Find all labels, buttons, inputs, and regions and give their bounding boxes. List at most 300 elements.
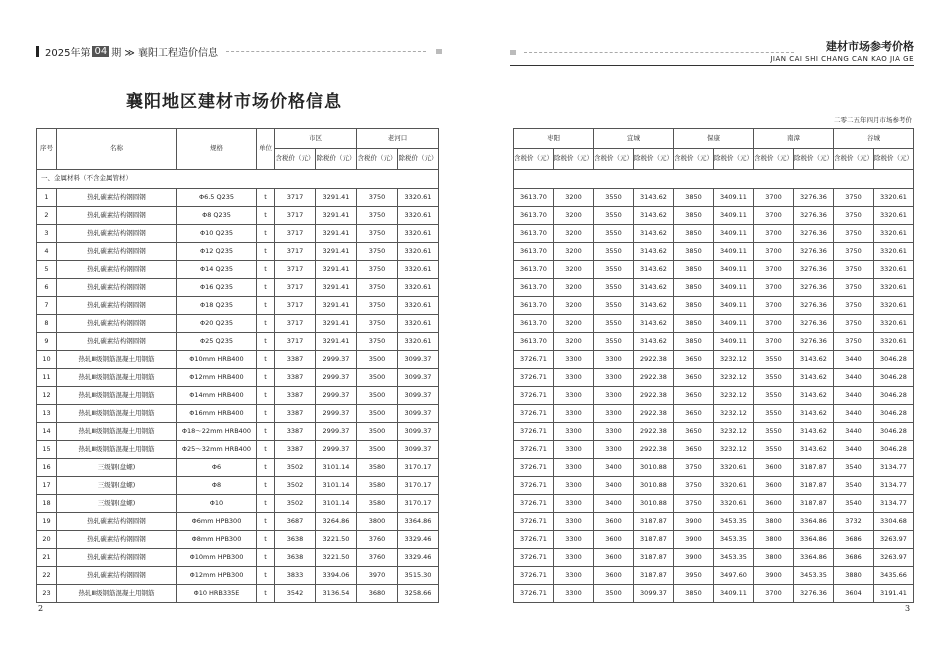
price-tax-inclusive: 3550	[594, 333, 634, 351]
header-section-pinyin: JIAN CAI SHI CHANG CAN KAO JIA GE	[770, 55, 914, 63]
tax-inc-header: 含税价（元）	[275, 149, 316, 170]
row-seq: 5	[37, 261, 57, 279]
price-tax-inclusive: 3600	[754, 477, 794, 495]
price-tax-inclusive: 3800	[754, 513, 794, 531]
page-title: 襄阳地区建材市场价格信息	[126, 92, 342, 112]
row-unit: t	[257, 549, 275, 567]
price-tax-inclusive: 3300	[594, 441, 634, 459]
price-tax-inclusive: 3750	[834, 243, 874, 261]
price-tax-exclusive: 3276.36	[794, 225, 834, 243]
price-tax-inclusive: 3400	[594, 477, 634, 495]
price-tax-inclusive: 3717	[275, 261, 316, 279]
price-tax-inclusive: 3550	[754, 405, 794, 423]
price-tax-inclusive: 3850	[674, 225, 714, 243]
table-row	[514, 333, 914, 351]
price-tax-inclusive: 3540	[834, 495, 874, 513]
price-tax-exclusive: 3232.12	[714, 369, 754, 387]
price-tax-inclusive: 3850	[674, 261, 714, 279]
row-spec: Φ10 Q235	[177, 225, 257, 243]
price-tax-exclusive: 3515.30	[398, 567, 439, 585]
price-tax-exclusive: 3258.66	[398, 585, 439, 603]
price-tax-exclusive: 3291.41	[316, 261, 357, 279]
price-tax-exclusive: 3046.28	[874, 441, 914, 459]
price-tax-inclusive: 3726.71	[514, 459, 554, 477]
price-tax-inclusive: 3717	[275, 333, 316, 351]
row-seq: 4	[37, 243, 57, 261]
table-row	[514, 405, 914, 423]
row-name: 热轧Ⅲ级钢筋混凝土用钢筋	[57, 351, 177, 369]
price-tax-inclusive: 3300	[594, 423, 634, 441]
price-tax-inclusive: 3900	[674, 531, 714, 549]
row-unit: t	[257, 297, 275, 315]
price-tax-exclusive: 3320.61	[398, 315, 439, 333]
row-spec: Φ6.5 Q235	[177, 189, 257, 207]
price-tax-exclusive: 3099.37	[398, 387, 439, 405]
row-spec: Φ8 Q235	[177, 207, 257, 225]
price-tax-exclusive: 3143.62	[634, 333, 674, 351]
price-tax-inclusive: 3850	[674, 243, 714, 261]
table-row	[514, 225, 914, 243]
row-spec: Φ25～32mm HRB400	[177, 441, 257, 459]
row-name: 热轧碳素结构钢圆钢	[57, 279, 177, 297]
price-tax-inclusive: 3726.71	[514, 567, 554, 585]
row-seq: 7	[37, 297, 57, 315]
table-row	[514, 441, 914, 459]
page-number-left: 2	[38, 604, 44, 613]
price-tax-inclusive: 3550	[754, 441, 794, 459]
price-tax-exclusive: 3300	[554, 567, 594, 585]
price-tax-inclusive: 3502	[275, 495, 316, 513]
price-tax-inclusive: 3500	[357, 369, 398, 387]
price-tax-inclusive: 3970	[357, 567, 398, 585]
price-tax-exclusive: 3409.11	[714, 333, 754, 351]
price-tax-exclusive: 3409.11	[714, 243, 754, 261]
price-tax-exclusive: 3453.35	[714, 513, 754, 531]
row-spec: Φ10 HRB335E	[177, 585, 257, 603]
price-tax-exclusive: 3320.61	[874, 243, 914, 261]
row-seq: 17	[37, 477, 57, 495]
row-name: 热轧碳素结构钢圆钢	[57, 189, 177, 207]
price-tax-inclusive: 3300	[594, 405, 634, 423]
price-tax-inclusive: 3613.70	[514, 243, 554, 261]
table-row	[514, 423, 914, 441]
tax-exc-header: 除税价（元）	[554, 149, 594, 170]
price-tax-exclusive: 2922.38	[634, 351, 674, 369]
row-name: 热轧Ⅲ级钢筋混凝土用钢筋	[57, 441, 177, 459]
table-row	[514, 477, 914, 495]
price-tax-inclusive: 3650	[674, 405, 714, 423]
price-tax-inclusive: 3726.71	[514, 405, 554, 423]
row-unit: t	[257, 387, 275, 405]
tax-inc-header: 含税价（元）	[594, 149, 634, 170]
table-row	[514, 387, 914, 405]
row-unit: t	[257, 279, 275, 297]
price-tax-inclusive: 3700	[754, 585, 794, 603]
price-tax-inclusive: 3750	[357, 243, 398, 261]
price-tax-inclusive: 3700	[754, 333, 794, 351]
price-tax-exclusive: 3187.87	[794, 495, 834, 513]
row-unit: t	[257, 513, 275, 531]
price-tax-inclusive: 3650	[674, 441, 714, 459]
page-number-right: 3	[905, 604, 911, 613]
price-tax-inclusive: 3300	[594, 387, 634, 405]
tax-exc-header: 除税价（元）	[316, 149, 357, 170]
price-tax-inclusive: 3750	[834, 315, 874, 333]
category-row-blank	[514, 170, 914, 189]
table-row	[514, 513, 914, 531]
price-tax-inclusive: 3600	[594, 567, 634, 585]
price-tax-exclusive: 3276.36	[794, 189, 834, 207]
price-tax-exclusive: 3170.17	[398, 495, 439, 513]
price-tax-exclusive: 3320.61	[398, 261, 439, 279]
table-row	[514, 297, 914, 315]
price-tax-exclusive: 3232.12	[714, 405, 754, 423]
price-tax-inclusive: 3726.71	[514, 549, 554, 567]
row-unit: t	[257, 189, 275, 207]
price-tax-inclusive: 3613.70	[514, 315, 554, 333]
table-row	[37, 225, 439, 243]
price-tax-exclusive: 3200	[554, 333, 594, 351]
col-name-header: 名称	[57, 129, 177, 170]
row-name: 热轧Ⅲ级钢筋混凝土用钢筋	[57, 423, 177, 441]
price-tax-inclusive: 3638	[275, 531, 316, 549]
tax-inc-header: 含税价（元）	[514, 149, 554, 170]
price-tax-inclusive: 3613.70	[514, 333, 554, 351]
price-tax-exclusive: 3300	[554, 441, 594, 459]
row-name: 热轧碳素结构钢圆钢	[57, 225, 177, 243]
price-tax-exclusive: 3187.87	[634, 531, 674, 549]
price-tax-exclusive: 3101.14	[316, 459, 357, 477]
price-tax-inclusive: 3750	[357, 279, 398, 297]
price-tax-exclusive: 3409.11	[714, 585, 754, 603]
price-tax-inclusive: 3750	[674, 477, 714, 495]
row-unit: t	[257, 585, 275, 603]
price-tax-inclusive: 3650	[674, 369, 714, 387]
row-name: 热轧Ⅲ级钢筋混凝土用钢筋	[57, 585, 177, 603]
col-seq-header: 序号	[37, 129, 57, 170]
table-row	[37, 405, 439, 423]
price-tax-inclusive: 3542	[275, 585, 316, 603]
price-tax-exclusive: 3170.17	[398, 477, 439, 495]
running-header-left	[36, 44, 442, 59]
price-tax-exclusive: 3187.87	[634, 549, 674, 567]
row-unit: t	[257, 261, 275, 279]
row-name: 热轧Ⅲ级钢筋混凝土用钢筋	[57, 405, 177, 423]
table-row	[37, 333, 439, 351]
price-tax-exclusive: 2999.37	[316, 441, 357, 459]
table-row	[37, 495, 439, 513]
price-tax-exclusive: 3143.62	[634, 189, 674, 207]
price-tax-inclusive: 3750	[834, 207, 874, 225]
price-tax-exclusive: 3364.86	[794, 549, 834, 567]
price-tax-exclusive: 3320.61	[874, 315, 914, 333]
price-tax-inclusive: 3750	[357, 207, 398, 225]
tax-exc-header: 除税价（元）	[874, 149, 914, 170]
row-name: 热轧Ⅲ级钢筋混凝土用钢筋	[57, 369, 177, 387]
row-seq: 3	[37, 225, 57, 243]
price-tax-exclusive: 3191.41	[874, 585, 914, 603]
price-tax-inclusive: 3850	[674, 315, 714, 333]
price-tax-inclusive: 3604	[834, 585, 874, 603]
price-tax-exclusive: 3263.97	[874, 531, 914, 549]
row-name: 热轧碳素结构钢圆钢	[57, 261, 177, 279]
price-tax-exclusive: 3320.61	[874, 261, 914, 279]
price-tax-inclusive: 3550	[594, 189, 634, 207]
price-period: 二零二五年四月市场参考价	[834, 116, 912, 124]
tax-exc-header: 除税价（元）	[714, 149, 754, 170]
price-tax-exclusive: 3409.11	[714, 207, 754, 225]
price-tax-exclusive: 3320.61	[714, 459, 754, 477]
price-tax-exclusive: 3300	[554, 369, 594, 387]
price-tax-exclusive: 3300	[554, 477, 594, 495]
price-tax-exclusive: 3320.61	[874, 225, 914, 243]
price-tax-exclusive: 2999.37	[316, 387, 357, 405]
price-tax-exclusive: 3364.86	[398, 513, 439, 531]
price-tax-inclusive: 3750	[834, 261, 874, 279]
price-tax-exclusive: 3232.12	[714, 351, 754, 369]
price-tax-inclusive: 3550	[754, 369, 794, 387]
row-seq: 18	[37, 495, 57, 513]
price-tax-inclusive: 3717	[275, 279, 316, 297]
price-tax-exclusive: 3221.50	[316, 549, 357, 567]
price-tax-exclusive: 3320.61	[874, 189, 914, 207]
price-tax-exclusive: 3232.12	[714, 387, 754, 405]
region-header: 宜城	[594, 129, 674, 149]
row-seq: 2	[37, 207, 57, 225]
price-tax-inclusive: 3500	[357, 423, 398, 441]
price-tax-inclusive: 3580	[357, 459, 398, 477]
price-tax-inclusive: 3750	[834, 333, 874, 351]
price-tax-exclusive: 3200	[554, 315, 594, 333]
price-tax-inclusive: 3540	[834, 477, 874, 495]
price-tax-exclusive: 3221.50	[316, 531, 357, 549]
table-row	[514, 189, 914, 207]
price-tax-inclusive: 3726.71	[514, 387, 554, 405]
price-tax-inclusive: 3440	[834, 423, 874, 441]
table-row	[514, 351, 914, 369]
price-tax-exclusive: 3046.28	[874, 351, 914, 369]
price-tax-exclusive: 3232.12	[714, 441, 754, 459]
price-tax-inclusive: 3500	[357, 351, 398, 369]
row-seq: 12	[37, 387, 57, 405]
price-tax-exclusive: 3099.37	[398, 441, 439, 459]
row-seq: 8	[37, 315, 57, 333]
price-tax-exclusive: 3409.11	[714, 189, 754, 207]
row-spec: Φ6mm HPB300	[177, 513, 257, 531]
header-section-title: 建材市场参考价格	[826, 40, 914, 53]
row-name: 三级钢(盘螺)	[57, 495, 177, 513]
price-tax-inclusive: 3726.71	[514, 441, 554, 459]
row-unit: t	[257, 495, 275, 513]
row-spec: Φ12 Q235	[177, 243, 257, 261]
price-tax-exclusive: 3276.36	[794, 279, 834, 297]
price-tax-exclusive: 3300	[554, 531, 594, 549]
price-tax-inclusive: 3300	[594, 351, 634, 369]
price-tax-inclusive: 3717	[275, 243, 316, 261]
price-tax-inclusive: 3502	[275, 459, 316, 477]
price-tax-exclusive: 3099.37	[398, 369, 439, 387]
header-square-decoration	[436, 49, 442, 54]
price-tax-exclusive: 3046.28	[874, 387, 914, 405]
row-spec: Φ18 Q235	[177, 297, 257, 315]
row-unit: t	[257, 531, 275, 549]
price-tax-inclusive: 3726.71	[514, 477, 554, 495]
price-tax-inclusive: 3613.70	[514, 297, 554, 315]
header-bar-decoration	[36, 46, 39, 57]
price-tax-inclusive: 3550	[754, 387, 794, 405]
price-tax-inclusive: 3717	[275, 189, 316, 207]
price-tax-inclusive: 3760	[357, 531, 398, 549]
price-tax-inclusive: 3850	[674, 207, 714, 225]
row-seq: 21	[37, 549, 57, 567]
price-tax-inclusive: 3500	[357, 405, 398, 423]
price-tax-inclusive: 3387	[275, 369, 316, 387]
row-unit: t	[257, 207, 275, 225]
price-tax-exclusive: 3320.61	[398, 279, 439, 297]
price-tax-inclusive: 3550	[594, 207, 634, 225]
dashed-rule	[524, 52, 794, 53]
row-seq: 13	[37, 405, 57, 423]
price-tax-exclusive: 3329.46	[398, 549, 439, 567]
price-tax-exclusive: 3320.61	[714, 477, 754, 495]
row-unit: t	[257, 351, 275, 369]
price-tax-inclusive: 3686	[834, 549, 874, 567]
row-name: 热轧碳素结构钢圆钢	[57, 567, 177, 585]
price-tax-exclusive: 3276.36	[794, 585, 834, 603]
price-tax-exclusive: 3200	[554, 243, 594, 261]
price-tax-inclusive: 3502	[275, 477, 316, 495]
table-row	[514, 531, 914, 549]
price-tax-exclusive: 3046.28	[874, 423, 914, 441]
row-spec: Φ16mm HRB400	[177, 405, 257, 423]
price-tax-inclusive: 3650	[674, 387, 714, 405]
price-tax-exclusive: 3276.36	[794, 207, 834, 225]
price-tax-exclusive: 3187.87	[794, 477, 834, 495]
price-tax-exclusive: 3276.36	[794, 333, 834, 351]
price-tax-exclusive: 2922.38	[634, 423, 674, 441]
tax-exc-header: 除税价（元）	[794, 149, 834, 170]
price-tax-inclusive: 3550	[594, 243, 634, 261]
price-tax-exclusive: 2922.38	[634, 387, 674, 405]
row-name: 热轧碳素结构钢圆钢	[57, 513, 177, 531]
price-tax-exclusive: 3291.41	[316, 279, 357, 297]
price-tax-exclusive: 3300	[554, 459, 594, 477]
price-tax-inclusive: 3726.71	[514, 531, 554, 549]
table-row	[37, 351, 439, 369]
price-tax-exclusive: 3143.62	[634, 297, 674, 315]
price-tax-inclusive: 3750	[357, 333, 398, 351]
price-tax-exclusive: 3143.62	[634, 315, 674, 333]
price-tax-exclusive: 3320.61	[874, 297, 914, 315]
price-tax-exclusive: 3291.41	[316, 225, 357, 243]
row-name: 热轧Ⅲ级钢筋混凝土用钢筋	[57, 387, 177, 405]
row-spec: Φ14mm HRB400	[177, 387, 257, 405]
price-tax-exclusive: 3099.37	[634, 585, 674, 603]
row-spec: Φ10	[177, 495, 257, 513]
price-tax-exclusive: 3409.11	[714, 261, 754, 279]
table-row	[37, 531, 439, 549]
price-tax-inclusive: 3600	[594, 549, 634, 567]
price-table-left	[36, 128, 439, 603]
price-tax-inclusive: 3550	[594, 225, 634, 243]
row-spec: Φ16 Q235	[177, 279, 257, 297]
header-square-decoration-right	[510, 50, 516, 55]
table-row	[37, 549, 439, 567]
price-tax-inclusive: 3550	[754, 351, 794, 369]
price-tax-inclusive: 3833	[275, 567, 316, 585]
table-row	[37, 477, 439, 495]
row-seq: 11	[37, 369, 57, 387]
price-tax-exclusive: 3300	[554, 513, 594, 531]
price-tax-inclusive: 3440	[834, 351, 874, 369]
row-spec: Φ10mm HPB300	[177, 549, 257, 567]
price-tax-inclusive: 3550	[594, 279, 634, 297]
price-tax-exclusive: 2999.37	[316, 405, 357, 423]
price-tax-exclusive: 3300	[554, 549, 594, 567]
price-tax-inclusive: 3726.71	[514, 495, 554, 513]
row-name: 热轧碳素结构钢圆钢	[57, 243, 177, 261]
price-tax-exclusive: 3143.62	[634, 225, 674, 243]
price-tax-inclusive: 3500	[357, 441, 398, 459]
price-tax-exclusive: 3232.12	[714, 423, 754, 441]
price-tax-inclusive: 3540	[834, 459, 874, 477]
price-tax-inclusive: 3750	[357, 261, 398, 279]
price-tax-inclusive: 3726.71	[514, 423, 554, 441]
table-row	[37, 423, 439, 441]
region-header: 枣阳	[514, 129, 594, 149]
price-tax-exclusive: 3300	[554, 351, 594, 369]
price-tax-inclusive: 3732	[834, 513, 874, 531]
price-tax-exclusive: 3200	[554, 279, 594, 297]
price-tax-exclusive: 3409.11	[714, 225, 754, 243]
row-spec: Φ8mm HPB300	[177, 531, 257, 549]
row-seq: 1	[37, 189, 57, 207]
price-table-right	[513, 128, 914, 603]
price-tax-inclusive: 3550	[594, 315, 634, 333]
price-tax-inclusive: 3680	[357, 585, 398, 603]
row-seq: 15	[37, 441, 57, 459]
tax-inc-header: 含税价（元）	[674, 149, 714, 170]
price-tax-inclusive: 3750	[357, 189, 398, 207]
row-spec: Φ10mm HRB400	[177, 351, 257, 369]
price-tax-exclusive: 3134.77	[874, 495, 914, 513]
price-tax-inclusive: 3717	[275, 297, 316, 315]
table-row	[37, 189, 439, 207]
row-name: 热轧碳素结构钢圆钢	[57, 297, 177, 315]
price-tax-inclusive: 3550	[594, 297, 634, 315]
row-spec: Φ12mm HPB300	[177, 567, 257, 585]
region-header: 谷城	[834, 129, 914, 149]
row-seq: 6	[37, 279, 57, 297]
price-tax-exclusive: 3170.17	[398, 459, 439, 477]
price-tax-exclusive: 3136.54	[316, 585, 357, 603]
price-tax-exclusive: 3264.86	[316, 513, 357, 531]
row-seq: 23	[37, 585, 57, 603]
price-tax-inclusive: 3750	[674, 459, 714, 477]
price-tax-exclusive: 3320.61	[398, 243, 439, 261]
row-unit: t	[257, 459, 275, 477]
price-tax-exclusive: 2999.37	[316, 369, 357, 387]
row-unit: t	[257, 225, 275, 243]
table-row	[514, 315, 914, 333]
price-tax-exclusive: 3300	[554, 495, 594, 513]
row-name: 热轧碳素结构钢圆钢	[57, 207, 177, 225]
price-tax-exclusive: 3320.61	[398, 189, 439, 207]
price-tax-exclusive: 3276.36	[794, 261, 834, 279]
price-tax-exclusive: 3300	[554, 585, 594, 603]
row-seq: 20	[37, 531, 57, 549]
row-spec: Φ14 Q235	[177, 261, 257, 279]
